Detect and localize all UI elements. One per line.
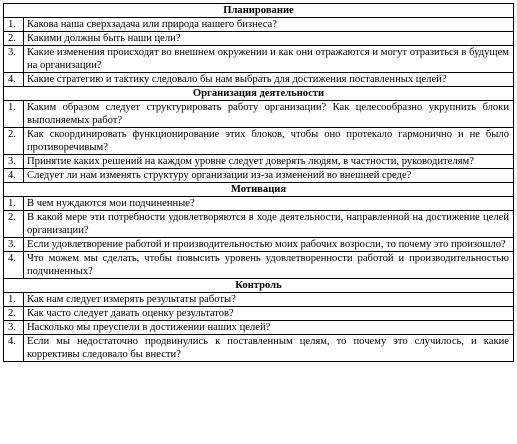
question-text: Какова наша сверхзадача или природа нашего бизнеса? — [24, 18, 514, 32]
section-header-row — [4, 4, 514, 18]
section-title: Планирование — [4, 4, 514, 18]
question-row — [4, 73, 514, 87]
section-header-row — [4, 87, 514, 101]
question-row — [4, 335, 514, 362]
question-number: 3. — [4, 46, 24, 73]
question-row — [4, 307, 514, 321]
question-text: В чем нуждаются мои подчиненные? — [24, 197, 514, 211]
question-row — [4, 46, 514, 73]
question-row — [4, 293, 514, 307]
question-row — [4, 321, 514, 335]
section-title: Мотивация — [4, 183, 514, 197]
section-header-row — [4, 183, 514, 197]
section-header-row — [4, 279, 514, 293]
question-number: 4. — [4, 169, 24, 183]
question-text: Как часто следует давать оценку результатов? — [24, 307, 514, 321]
question-row — [4, 169, 514, 183]
question-text: Какие стратегию и тактику следовало бы нам выбрать для достижения поставленных целей? — [24, 73, 514, 87]
question-number: 4. — [4, 252, 24, 279]
table-body — [4, 4, 514, 362]
question-text: Если удовлетворение работой и производительностью моих рабочих возросли, то почему это произошло? — [24, 238, 514, 252]
question-text: Каким образом следует структурировать работу организации? Как целесообразно укрупнить блоки выполняемых работ? — [24, 101, 514, 128]
question-row — [4, 197, 514, 211]
question-row — [4, 252, 514, 279]
question-text: Какими должны быть наши цели? — [24, 32, 514, 46]
question-number: 1. — [4, 101, 24, 128]
question-row — [4, 211, 514, 238]
question-row — [4, 128, 514, 155]
question-number: 2. — [4, 211, 24, 238]
question-text: Если мы недостаточно продвинулись к поставленным целям, то почему это случилось, и какие коррективы следовало бы внести? — [24, 335, 514, 362]
question-row — [4, 18, 514, 32]
question-row — [4, 101, 514, 128]
section-title: Контроль — [4, 279, 514, 293]
question-number: 3. — [4, 155, 24, 169]
questions-document — [3, 3, 514, 362]
question-row — [4, 238, 514, 252]
question-text: Как скоординировать функционирование этих блоков, чтобы оно протекало гармонично и не было противоречивым? — [24, 128, 514, 155]
question-text: В какой мере эти потребности удовлетворяются в ходе деятельности, направленной на достижение целей организации? — [24, 211, 514, 238]
question-text: Какие изменения происходят во внешнем окружении и как они отражаются и могут отразиться в будущем на организации? — [24, 46, 514, 73]
question-text: Следует ли нам изменять структуру организации из-за изменений во внешней среде? — [24, 169, 514, 183]
section-title: Организация деятельности — [4, 87, 514, 101]
question-number: 4. — [4, 335, 24, 362]
question-row — [4, 32, 514, 46]
question-number: 2. — [4, 307, 24, 321]
question-number: 3. — [4, 321, 24, 335]
management-functions-table — [3, 3, 514, 362]
question-text: Насколько мы преуспели в достижении наших целей? — [24, 321, 514, 335]
question-number: 1. — [4, 18, 24, 32]
question-number: 1. — [4, 197, 24, 211]
question-number: 2. — [4, 128, 24, 155]
question-number: 4. — [4, 73, 24, 87]
question-text: Как нам следует измерять результаты работы? — [24, 293, 514, 307]
question-row — [4, 155, 514, 169]
question-text: Что можем мы сделать, чтобы повысить уровень удовлетворенности работой и производительностью подчиненных? — [24, 252, 514, 279]
question-number: 2. — [4, 32, 24, 46]
question-text: Принятие каких решений на каждом уровне следует доверять людям, в частности, руководителям? — [24, 155, 514, 169]
question-number: 3. — [4, 238, 24, 252]
question-number: 1. — [4, 293, 24, 307]
